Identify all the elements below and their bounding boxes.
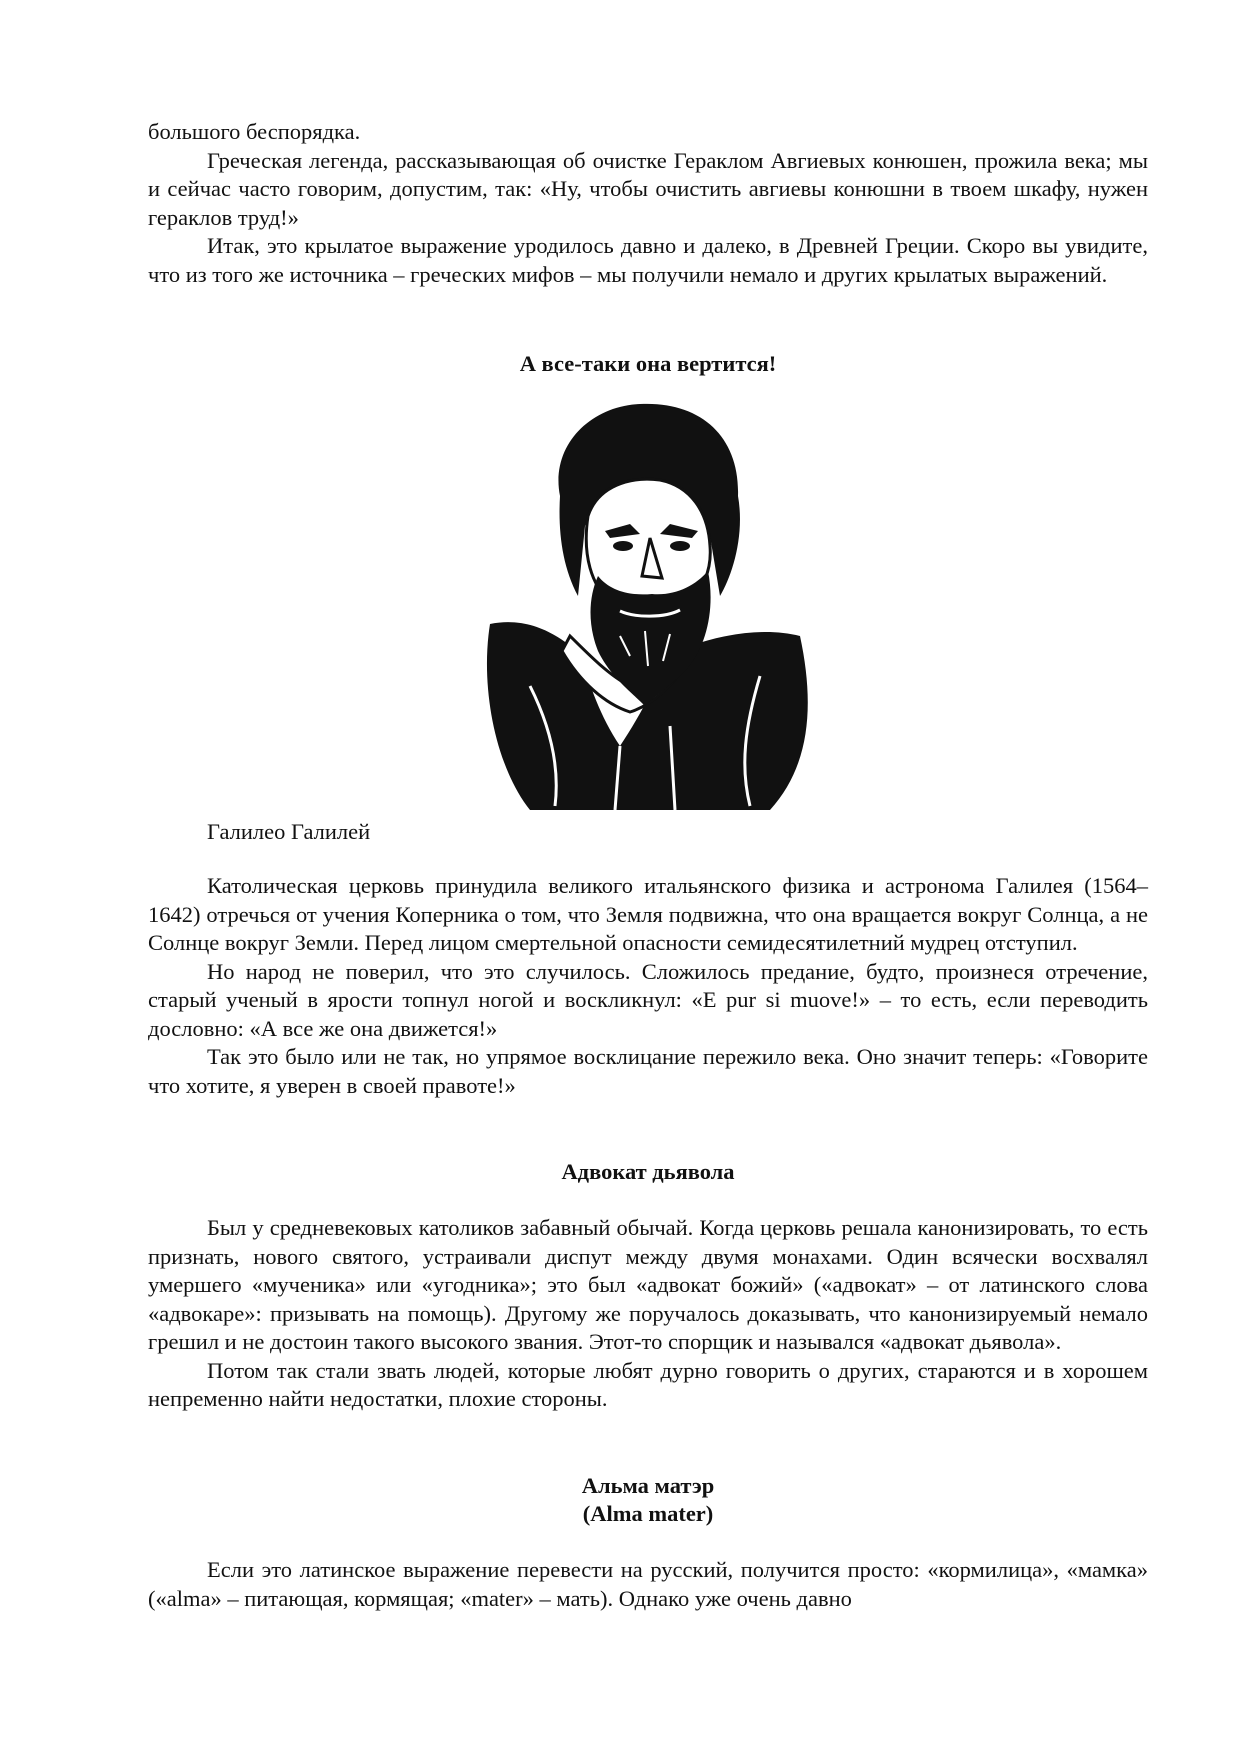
- paragraph: Был у средневековых католиков забавный обычай. Когда церковь решала канонизировать, то есть признать, нового святого, устраивали диспут между двумя монахами. Один всячески восхвалял умершего «мученика» или «угодника»; это был «адвокат божий» («адвокат» – от латинского слова «адвокаре»: призывать на помощь). Другому же поручалось доказывать, что канонизируемый немало грешил и не достоин такого высокого звания. Этот-то спорщик и назывался «адвокат дьявола».: [148, 1215, 1148, 1354]
- section-devils-advocate-text: [148, 1214, 1148, 1414]
- section-galileo-text: [148, 872, 1148, 1100]
- paragraph: Греческая легенда, рассказывающая об очистке Гераклом Авгиевых конюшен, прожила века; мы и сейчас часто говорим, допустим, так: «Ну, чтобы очистить авгиевы конюшни в твоем шкафу, нужен гераклов труд!»: [148, 147, 1148, 230]
- paragraph: большого беспорядка.: [148, 119, 361, 144]
- heading-alma-mater: Альма матэр: [581, 1473, 715, 1498]
- portrait-caption: Галилео Галилей: [207, 819, 371, 844]
- paragraph: Итак, это крылатое выражение уродилось давно и далеко, в Древней Греции. Скоро вы увидите, что из того же источника – греческих мифов – мы получили немало и других крылатых выражений.: [148, 233, 1148, 287]
- paragraph: Если это латинское выражение перевести на русский, получится просто: «кормилица», «мамка» («alma» – питающая, кормящая; «mater» – мать). Однако уже очень давно: [148, 1557, 1148, 1611]
- subheading-alma-mater: (Alma mater): [582, 1501, 714, 1526]
- paragraph: Католическая церковь принудила великого итальянского физика и астронома Галилея (1564–1642) отречься от учения Коперника о том, что Земля подвижна, что она вращается вокруг Солнца, а не Солнце вокруг Земли. Перед лицом смертельной опасности семидесятилетний мудрец отступил.: [148, 873, 1148, 955]
- paragraph: Но народ не поверил, что это случилось. Сложилось предание, будто, произнеся отречение, старый ученый в ярости топнул ногой и воскликнул: «E pur si muove!» – то есть, если переводить дословно: «А все же она движется!»: [148, 958, 1148, 1041]
- heading-devils-advocate: Адвокат дьявола: [561, 1159, 735, 1184]
- heading-galileo: А все-таки она вертится!: [519, 351, 777, 376]
- paragraph: Так это было или не так, но упрямое восклицание пережило века. Оно значит теперь: «Говорите что хотите, я уверен в своей правоте!»: [148, 1044, 1148, 1098]
- galileo-portrait-illustration: [470, 386, 820, 810]
- section-augean-ending: [148, 118, 1148, 289]
- paragraph: Потом так стали звать людей, которые любят дурно говорить о других, стараются и в хорошем непременно найти недостатки, плохие стороны.: [148, 1357, 1148, 1411]
- section-alma-mater-text: [148, 1556, 1148, 1613]
